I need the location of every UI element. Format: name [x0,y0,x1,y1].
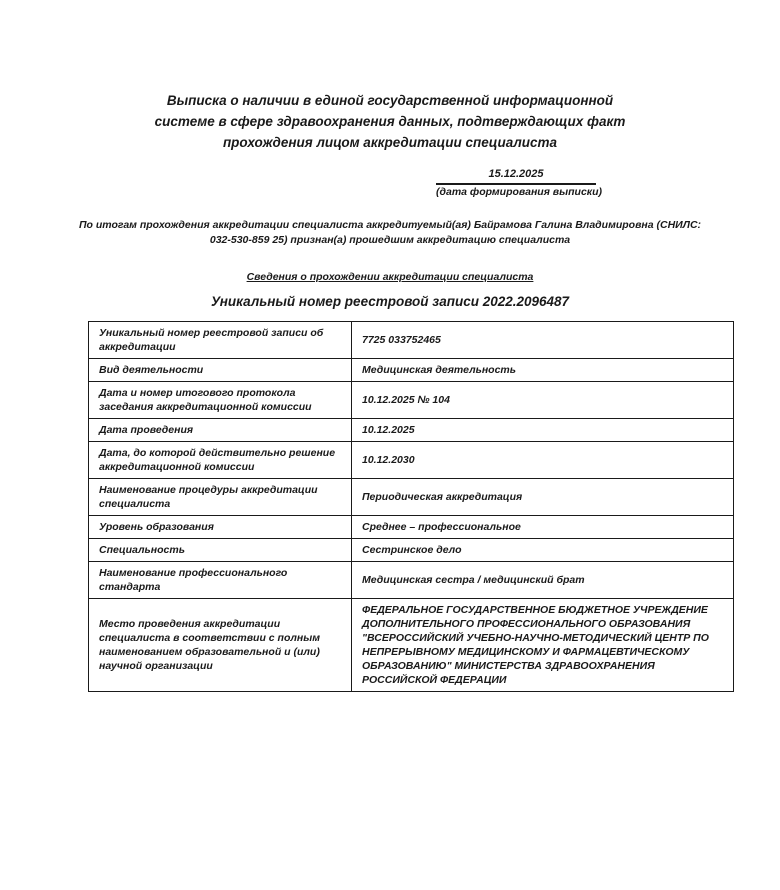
row-value: 7725 033752465 [352,322,734,359]
row-value: 10.12.2025 [352,419,734,442]
table-row [89,599,734,692]
row-value: Среднее – профессиональное [352,516,734,539]
row-label: Место проведения аккредитации специалиста в соответствии с полным наименованием образовательной и (или) научной организации [89,599,352,692]
row-label: Дата и номер итогового протокола заседания аккредитационной комиссии [89,382,352,419]
accreditation-details-table [88,321,734,692]
row-value: Медицинская деятельность [352,359,734,382]
row-value: Сестринское дело [352,539,734,562]
table-row [89,516,734,539]
row-label: Вид деятельности [89,359,352,382]
table-row [89,562,734,599]
table-row [89,322,734,359]
row-label: Уникальный номер реестровой записи об аккредитации [89,322,352,359]
table-row [89,539,734,562]
section-heading: Сведения о прохождении аккредитации специалиста [246,271,534,283]
row-label: Специальность [89,539,352,562]
row-value: 10.12.2025 № 104 [352,382,734,419]
row-label: Наименование процедуры аккредитации специалиста [89,479,352,516]
row-value: ФЕДЕРАЛЬНОЕ ГОСУДАРСТВЕННОЕ БЮДЖЕТНОЕ УЧРЕЖДЕНИЕ ДОПОЛНИТЕЛЬНОГО ПРОФЕССИОНАЛЬНОГО ОБРАЗОВАНИЯ "ВСЕРОССИЙСКИЙ УЧЕБНО-НАУЧНО-МЕТОДИЧЕСКИЙ ЦЕНТР ПО НЕПРЕРЫВНОМУ МЕДИЦИНСКОМУ И ФАРМАЦЕВТИЧЕСКОМУ ОБРАЗОВАНИЮ" МИНИСТЕРСТВА ЗДРАВООХРАНЕНИЯ РОССИЙСКОЙ ФЕДЕРАЦИИ [352,599,734,692]
accreditation-summary [0,218,780,248]
row-value: Периодическая аккредитация [352,479,734,516]
row-value: 10.12.2030 [352,442,734,479]
row-label: Дата проведения [89,419,352,442]
registry-record-heading: Уникальный номер реестровой записи 2022.2096487 [210,294,570,309]
row-value: Медицинская сестра / медицинский брат [352,562,734,599]
generation-date: 15.12.2025 [436,167,596,185]
accreditation-summary-line: 032-530-859 25) признан(а) прошедшим аккредитацию специалиста [209,234,571,246]
row-label: Дата, до которой действительно решение аккредитационной комиссии [89,442,352,479]
document-title [0,90,780,153]
accreditation-summary-line: По итогам прохождения аккредитации специалиста аккредитуемый(ая) Байрамова Галина Владимировна (СНИЛС: [78,219,702,231]
table-row [89,479,734,516]
row-label: Наименование профессионального стандарта [89,562,352,599]
table-row [89,359,734,382]
row-label: Уровень образования [89,516,352,539]
generation-date-caption: (дата формирования выписки) [436,186,603,198]
document-title-line: прохождения лицом аккредитации специалиста [222,135,558,150]
table-row [89,382,734,419]
generation-date-block [436,167,603,200]
document-title-line: системе в сфере здравоохранения данных, подтверждающих факт [154,114,626,129]
document-title-line: Выписка о наличии в единой государственной информационной [166,93,614,108]
table-row [89,419,734,442]
table-row [89,442,734,479]
